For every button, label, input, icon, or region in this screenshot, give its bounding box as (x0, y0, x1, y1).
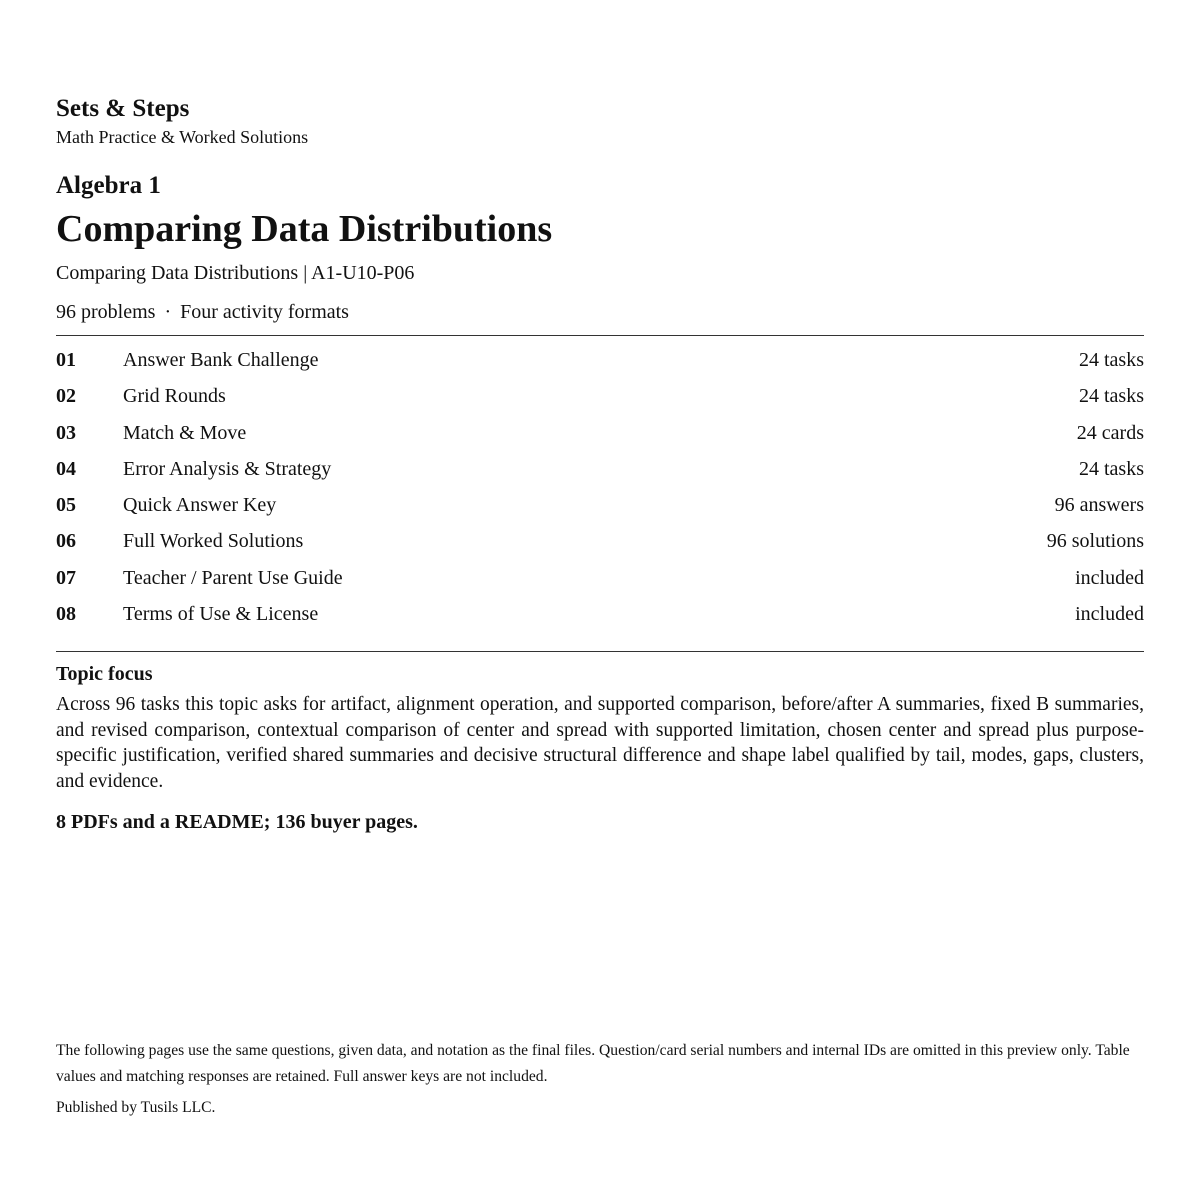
contents-item-count: 24 cards (1076, 421, 1144, 444)
contents-item-title: Grid Rounds (123, 385, 226, 408)
document-page (56, 0, 1144, 1200)
page-title: Comparing Data Distributions (56, 208, 553, 250)
activity-formats: Four activity formats (180, 301, 349, 323)
contents-item-number: 03 (56, 421, 76, 444)
topic-focus-heading: Topic focus (56, 663, 153, 685)
contents-item (56, 523, 1144, 559)
contents-item-count: included (1075, 566, 1144, 589)
contents-item-title: Teacher / Parent Use Guide (123, 566, 343, 589)
contents-item (56, 560, 1144, 596)
contents-item (56, 487, 1144, 523)
contents-item-number: 02 (56, 385, 76, 408)
contents-item-number: 05 (56, 494, 76, 517)
divider-bottom (56, 651, 1144, 652)
contents-item-title: Full Worked Solutions (123, 530, 304, 553)
problem-count: 96 problems (56, 301, 156, 323)
contents-item-title: Answer Bank Challenge (123, 349, 319, 371)
contents-item-title: Match & Move (123, 421, 247, 444)
contents-item (56, 415, 1144, 451)
contents-item-number: 01 (56, 349, 76, 371)
contents-item-number: 06 (56, 530, 76, 553)
contents-item-title: Terms of Use & License (123, 603, 319, 626)
contents-item (56, 451, 1144, 487)
contents-item-count: 24 tasks (1079, 349, 1144, 371)
contents-item-number: 08 (56, 603, 76, 626)
meta-separator: · (164, 301, 172, 323)
contents-item (56, 596, 1144, 632)
contents-item-title: Error Analysis & Strategy (123, 457, 332, 480)
contents-item-number: 04 (56, 457, 76, 480)
brand-tagline: Math Practice & Worked Solutions (56, 127, 309, 147)
contents-list (56, 342, 1144, 632)
brand-name: Sets & Steps (56, 95, 190, 122)
contents-item-count: 24 tasks (1079, 385, 1144, 408)
contents-item-count: 96 answers (1054, 494, 1144, 517)
preview-disclaimer: The following pages use the same questions, given data, and notation as the final files. Question/card serial numbers and internal IDs are omitted in this preview only. Table values and matching responses are retained. Full answer keys are not included. (56, 1042, 1130, 1085)
contents-item (56, 342, 1144, 378)
divider-top (56, 335, 1144, 336)
package-summary: 8 PDFs and a README; 136 buyer pages. (56, 811, 418, 833)
topic-focus-body: Across 96 tasks this topic asks for artifact, alignment operation, and supported comparison, before/after A summaries, fixed B summaries, and revised comparison, contextual comparison of center and spread with supported limitation, chosen center and spread plus purpose-specific justification, verified shared summaries and decisive structural difference and shape label qualified by tail, modes, gaps, clusters, and evidence. (56, 694, 1144, 792)
contents-item-count: 24 tasks (1079, 457, 1144, 480)
contents-item-count: 96 solutions (1046, 530, 1144, 553)
contents-item-count: included (1075, 603, 1144, 626)
page-subtitle: Comparing Data Distributions | A1-U10-P06 (56, 262, 415, 284)
publisher-line: Published by Tusils LLC. (56, 1099, 216, 1116)
contents-item-title: Quick Answer Key (123, 494, 277, 517)
course-name: Algebra 1 (56, 172, 161, 199)
contents-item-number: 07 (56, 566, 76, 589)
contents-item (56, 378, 1144, 414)
meta-line (56, 298, 349, 326)
